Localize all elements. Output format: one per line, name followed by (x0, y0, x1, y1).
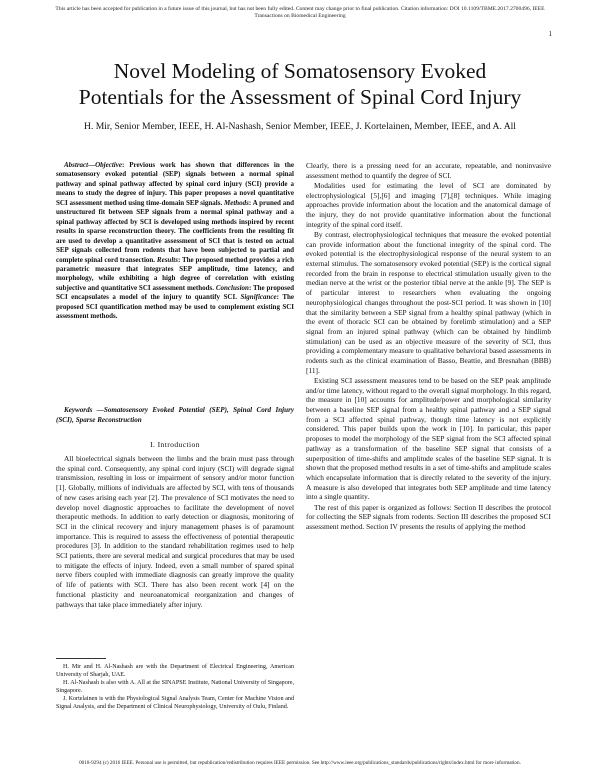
conclusion-text: : The proposed SCI encapsulates a model of the injury to quantify SCI. (56, 283, 294, 302)
conclusion-label: Conclusion (215, 283, 249, 292)
keywords-label: Keywords (64, 406, 93, 414)
section-heading-introduction: I. Introduction (150, 440, 200, 449)
right-paragraph: Clearly, there is a pressing need for an accurate, repeatable, and noninvasive assessment method to quantify the degree of SCI. (306, 161, 551, 180)
banner-line-1: This article has been accepted for publication in a future issue of this journal, but has not been fully edited. Content may change prior to final publication. Citation information: DOI 10.1109/TBME.2017.2700496, IEEE (55, 6, 545, 12)
intro-paragraph: All bioelectrical signals between the limbs and the brain must pass through the spinal cord. Consequently, any spinal cord injury (SCI) will degrade signal transmission, resulting in loss or impairment of sensory and/or motor function [1]. Globally, millions of individuals are affected by SCI, with tens of thousands of new cases arising each year [2]. The prevalence of SCI motivates the need to develop novel diagnostic approaches to facilitate the development of novel therapeutic methods. In addition to early detection or diagnosis, monitoring of SCI in the clinical recovery and injury management phases is of paramount importance. This is required to assess the effectiveness of potential therapeutic procedures [3]. In addition to the standard rehabilitation regimes used to help SCI patients, there are several medical and surgical procedures that may be used to mitigate the effects of injury. Indeed, even a small number of spared spinal nerve fibers coupled with immediate diagnosis can greatly improve the quality of life of patients with SCI. There has also been recent work [4] on the functional plasticity and neuroanatomical reorganization and changes of pathways that take place immediately after injury. (56, 454, 294, 609)
methods-text: : A pruned and unstructured fit between SEP signals from a normal spinal pathway and a spinal pathway affected by SCI is developed using methods inspired by recent results in sparse reconstruction theory. The coefficients from the resulting fit are used to develop a quantitative assessment of SCI that is tested on actual SEP signals collected from rodents that have been subjected to partial and complete spinal cord transection. (56, 198, 295, 264)
footnote-divider (56, 658, 106, 659)
significance-label: Significance (240, 293, 277, 302)
objective-label: Objective (95, 161, 122, 169)
introduction-left-column (56, 454, 294, 609)
title-line-1: Novel Modeling of Somatosensory Evoked (113, 59, 487, 83)
footnote: H. Mir and H. Al-Nashash are with the Department of Electrical Engineering, American University of Sharjah, UAE. (56, 664, 294, 679)
right-paragraph: The rest of this paper is organized as follows: Section II describes the protocol for collecting the SEP signals from rodents. Section III describes the proposed SCI assessment method. Section IV presents the results of applying the method (306, 502, 551, 532)
methods-label: Methods (224, 198, 249, 207)
significance-text: : The proposed SCI quantification method may be used to complement existing SCI assessment methods. (56, 293, 295, 321)
footnote: J. Kortelainen is with the Physiological Signal Analysis Team, Center for Machine Vision and Signal Analysis, and the Department of Clinical Neurophysiology, University of Oulu, Finland. (56, 696, 294, 711)
abstract-label: Abstract (64, 161, 89, 169)
results-label: Results (156, 255, 178, 264)
copyright-footer: 0018-9294 (c) 2016 IEEE. Personal use is permitted, but republication/redistribution requires IEEE permission. See http://www.ieee.org/publications_standards/publications/rights/index.html for more information. (79, 760, 521, 766)
objective-text: : Previous work has shown that differences in the somatosensory evoked potential (SEP) signals between a normal spinal pathway and spinal pathway affected by spinal cord injury (SCI) provide a means to study the degree of injury. This paper proposes a novel quantitative SCI assessment method using time-domain SEP signals. (56, 161, 294, 207)
paper-title (30, 58, 570, 110)
right-paragraph: Existing SCI assessment measures tend to be based on the SEP peak amplitude and/or time latency, without regard to the overall signal morphology. In this regard, the measure in [10] accounts for amplitude/power and morphological similarity between a baseline SEP signal from a healthy spinal pathway and a SEP signal from a SCI affected spinal pathway, though time latency is not explicitly considered. This paper builds upon the work in [10]. In particular, this paper proposes to model the morphology of the SEP signal from the SCI affected spinal pathway as a transformation of the baseline SEP signal that consists of a superposition of time-shifts and amplitude scales of the baseline SEP signal. It is shown that the proposed method results in a set of time-shifts and amplitude scales which encapsulate information that is directly related to the severity of the injury. A measure is also developed that integrates both SEP amplitude and time latency into a single quantity. (306, 375, 551, 502)
right-paragraph: Modalities used for estimating the level of SCI are dominated by electrophysiological [5],[6] and imaging [7],[8] techniques. While imaging approaches provide information about the location and the anatomical damage of the injury, they do not provide quantitative information about the functional integrity of the spinal cord itself. (306, 180, 551, 229)
right-column (306, 161, 551, 532)
abstract: Abstract—Objective: Previous work has shown that differences in the somatosensory evoked potential (SEP) signals between a normal spinal pathway and spinal pathway affected by spinal cord injury (SCI) provide a means to study the degree of injury. This paper proposes a novel quantitative SCI assessment method using time-domain SEP signals. Methods: A pruned and unstructured fit between SEP signals from a normal spinal pathway and a spinal pathway affected by SCI is developed using methods inspired by recent results in sparse reconstruction theory. The coefficients from the resulting fit are used to develop a quantitative assessment of SCI that is tested on actual SEP signals collected from rodents that have been subjected to partial and complete spinal cord transection. Results: The proposed method provides a rich parametric measure that integrates SEP amplitude, time latency, and morphology, while exhibiting a high degree of correlation with existing subjective and quantitative SCI assessment methods. Conclusion: The proposed SCI encapsulates a model of the injury to quantify SCI. Significance: The proposed SCI quantification method may be used to complement existing SCI assessment methods. (56, 161, 295, 321)
results-text: : The proposed method provides a rich parametric measure that integrates SEP amplitude, time latency, and morphology, while exhibiting a high degree of correlation with existing subjective and quantitative SCI assessment methods. (56, 255, 295, 292)
journal-banner (18, 6, 582, 20)
page-number: 1 (548, 30, 552, 38)
keywords-text: —Somatosensory Evoked Potential (SEP), Spinal Cord Injury (SCI), Sparse Reconstruction (56, 406, 294, 424)
author-list: H. Mir, Senior Member, IEEE, H. Al-Nashash, Senior Member, IEEE, J. Kortelainen, Member, IEEE, and A. All (84, 121, 516, 132)
banner-line-2: Transactions on Biomedical Engineering (254, 13, 346, 20)
keywords (56, 406, 294, 425)
title-line-2: Potentials for the Assessment of Spinal Cord Injury (78, 85, 522, 109)
author-footnotes (56, 663, 294, 712)
right-paragraph: By contrast, electrophysiological techniques that measure the evoked potential can provide information about the functional integrity of the spinal cord. The evoked potential is the electrophysiological response of the neural system to an external stimulus. The somatosensory evoked potential (SEP) is the cortical signal recorded from the brain in response to electrical stimulation usually given to the median nerve at the wrist or the posterior tibial nerve at the ankle [9]. The SEP is of particular interest to researchers when evaluating the ongoing neurophysiological changes throughout the post-SCI period. It was shown in [10] that the similarity between a SEP signal from a healthy spinal pathway (which in the event of thoracic SCI can be obtained by forelimb stimulation) and a SEP signal from an injured spinal pathway (which can be obtained by hindlimb stimulation) can be used as an objective measure of the severity of SCI, thus providing a complementary measure to qualitative behavioral based assessments in rodents such as the clinical examination of Basso, Beattie, and Bresnahan (BBB) [11]. (306, 229, 551, 375)
footnote: H. Al-Nashash is also with A. All at the SINAPSE Institute, National University of Singapore, Singapore. (56, 680, 294, 695)
